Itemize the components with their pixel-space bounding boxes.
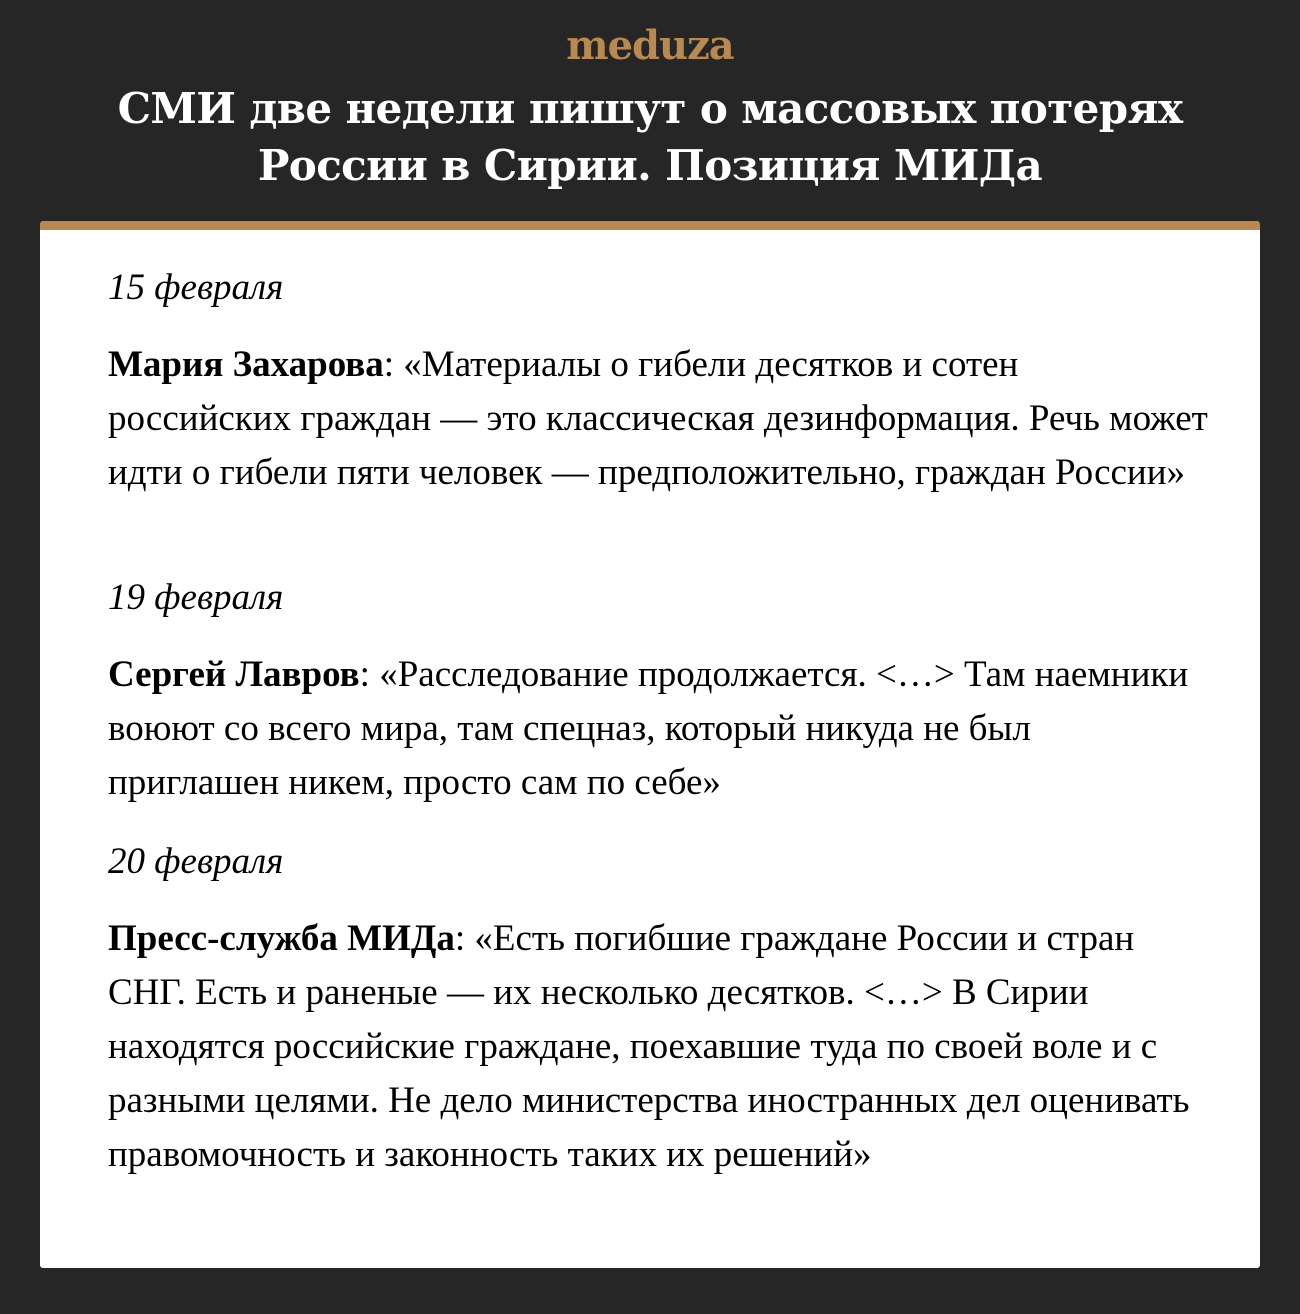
entry-date: 20 февраля — [108, 841, 284, 882]
quote-entry — [108, 578, 1208, 810]
quotes-card — [40, 221, 1260, 1268]
speaker-separator: : — [383, 344, 404, 385]
quote-text: «Материалы о гибели десятков и сотен российских граждан — это классическая дезинформация. Речь может идти о гибели пяти человек — предположительно, граждан России» — [108, 344, 1208, 493]
speaker-name: Сергей Лавров — [108, 654, 360, 695]
speaker-separator: : — [454, 918, 475, 959]
speaker-name: Мария Захарова — [108, 344, 384, 385]
quote-text: «Расследование продолжается. <…> Там наемники воюют со всего мира, там спецназ, который никуда не был приглашен никем, просто сам по себе» — [108, 654, 1189, 803]
headline: СМИ две недели пишут о массовых потерях России в Сирии. Позиция МИДа — [117, 84, 1183, 190]
entry-date: 19 февраля — [108, 577, 284, 618]
meduza-logo: meduza — [566, 22, 734, 69]
entry-date: 15 февраля — [108, 267, 284, 308]
quote-entry — [108, 268, 1208, 500]
speaker-name: Пресс-служба МИДа — [108, 918, 455, 959]
quote-entry — [108, 842, 1208, 1182]
entry-quote — [108, 912, 1208, 1182]
entry-quote — [108, 648, 1208, 810]
speaker-separator: : — [359, 654, 380, 695]
quote-text: «Есть погибшие граждане России и стран СНГ. Есть и раненые — их несколько десятков. <…> В Сирии находятся российские граждане, поехавшие туда по своей воле и с разными целями. Не дело министерства иностранных дел оценивать правомочность и законность таких их решений» — [108, 918, 1190, 1175]
entry-quote — [108, 338, 1208, 500]
